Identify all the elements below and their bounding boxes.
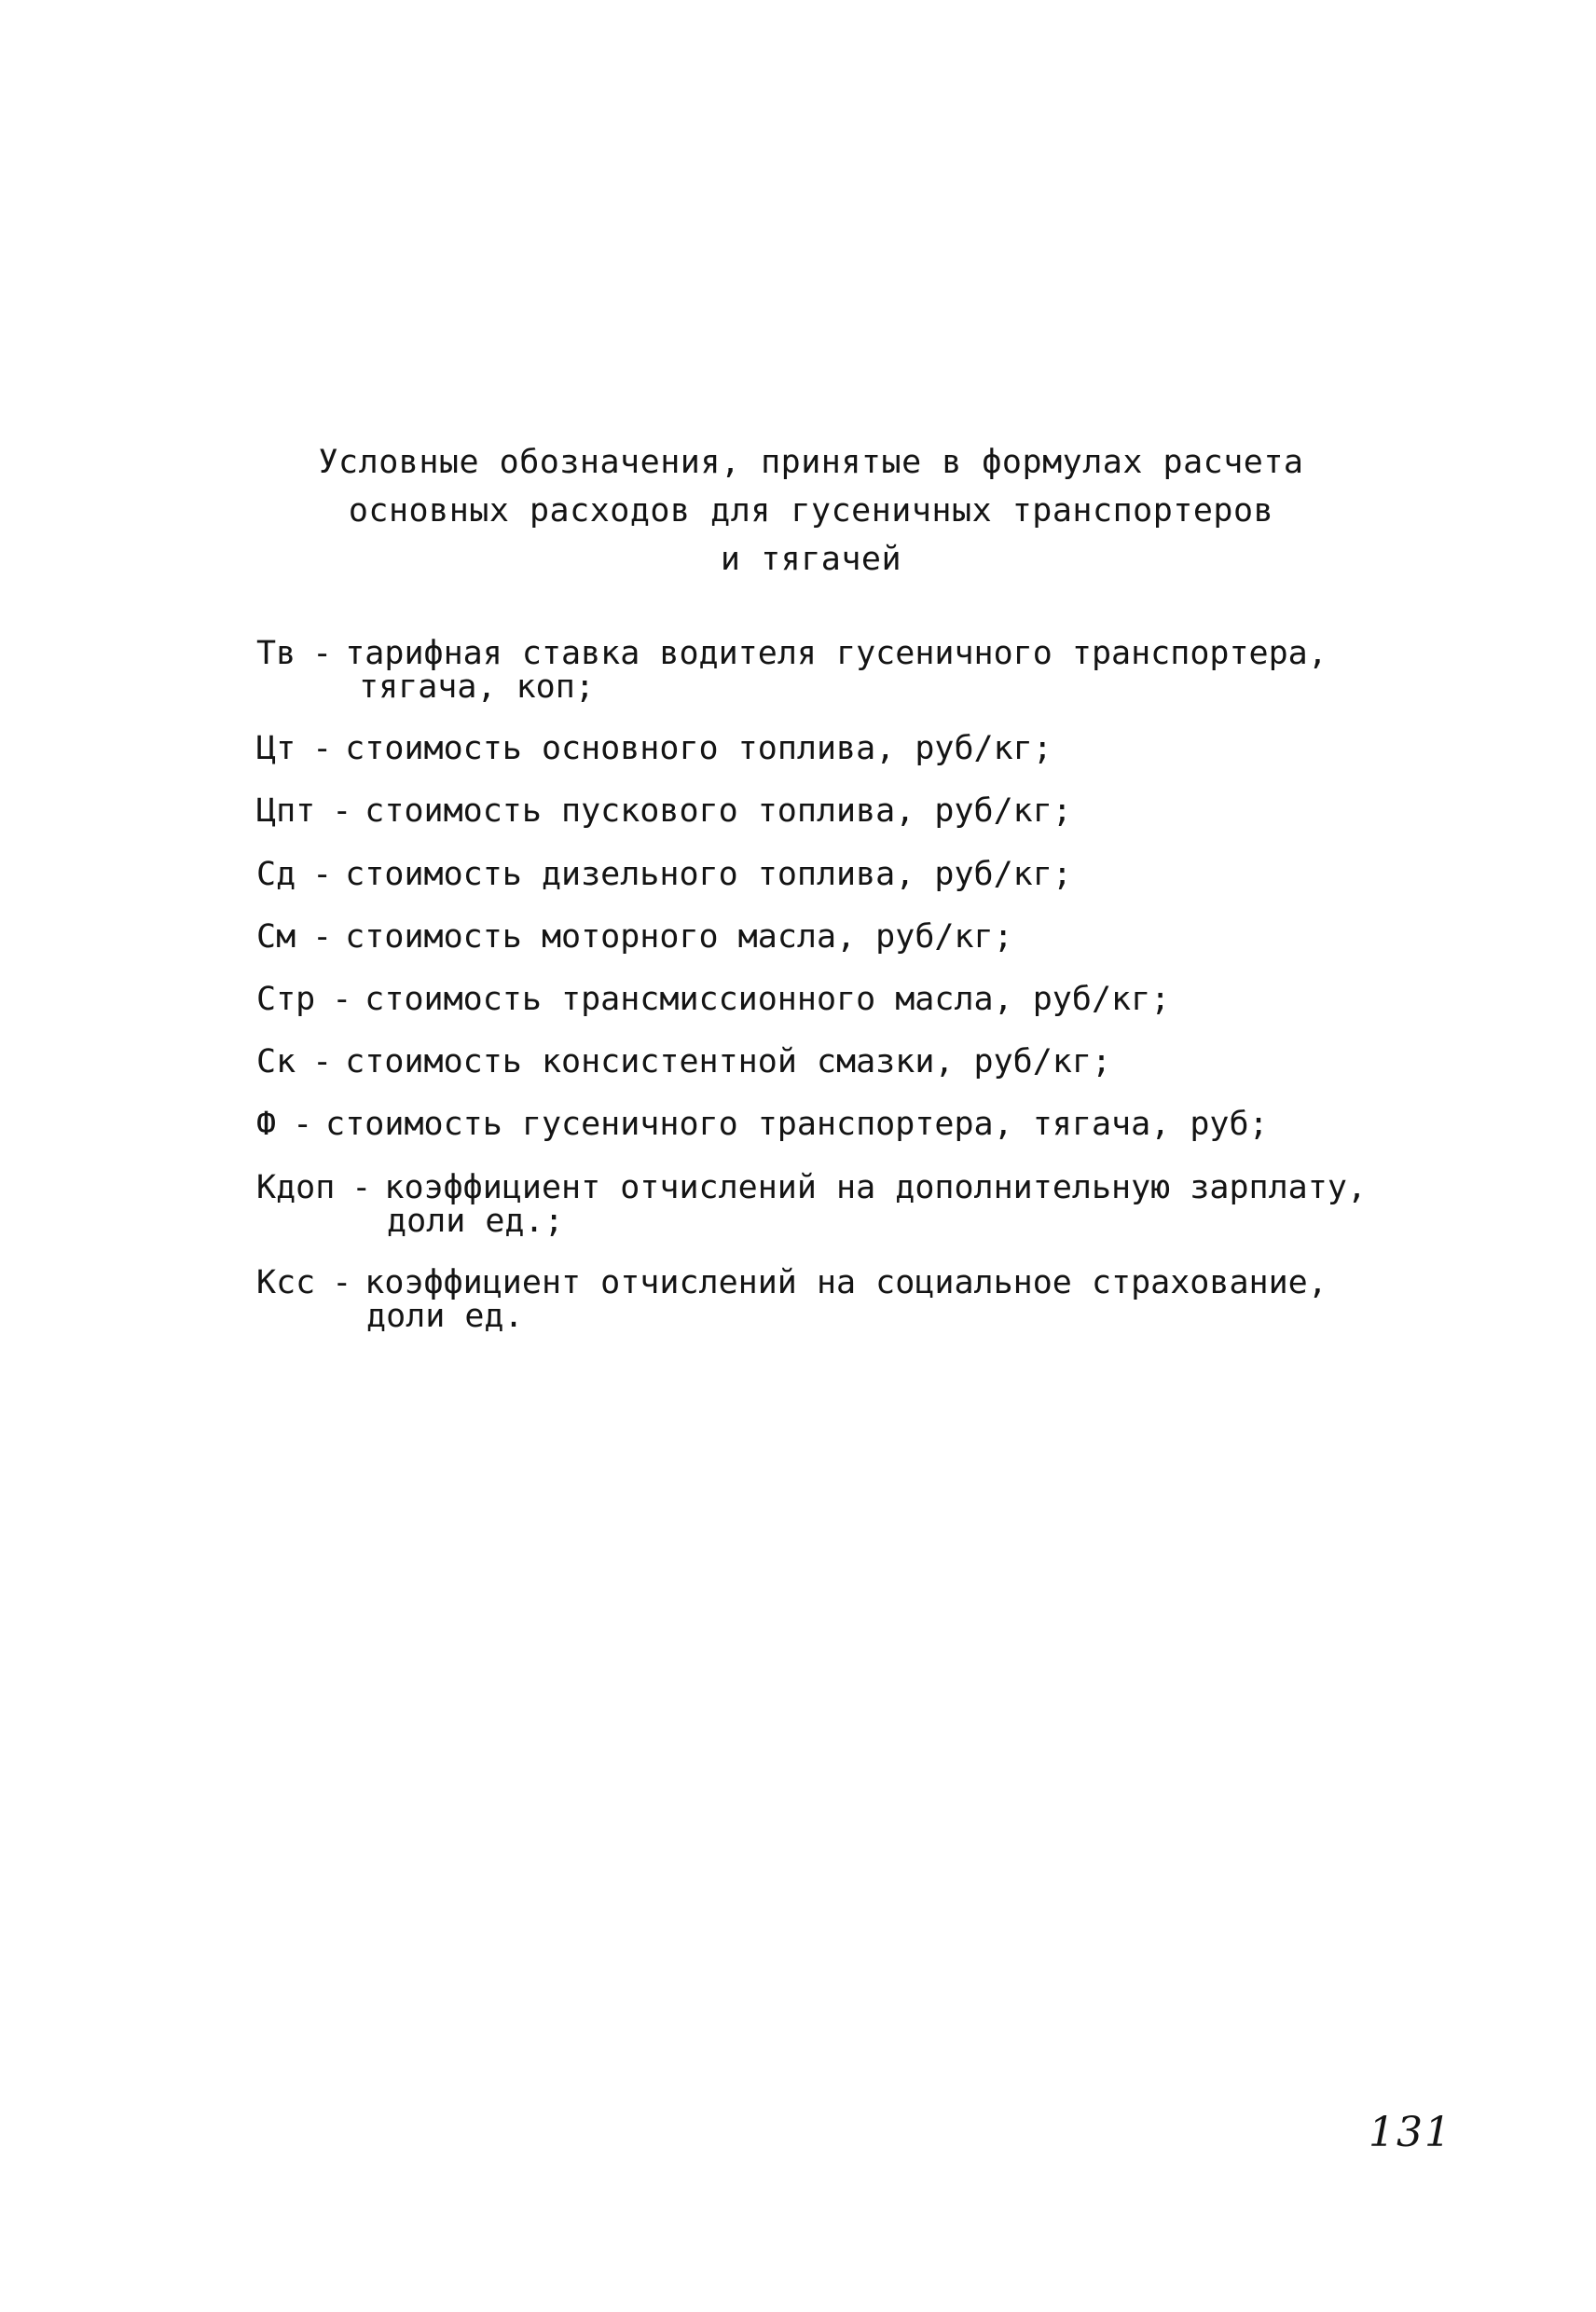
- notation-entry: [256, 1045, 1111, 1079]
- notation-definition: тарифная ставка водителя гусеничного транспортера,: [345, 635, 1328, 672]
- notation-dash: -: [312, 918, 333, 956]
- notation-entry: [256, 1108, 1269, 1141]
- notation-symbol: Ск: [256, 1043, 296, 1080]
- notation-symbol: Стр: [256, 981, 316, 1018]
- notation-entry: [256, 983, 1170, 1016]
- notation-definition: стоимость основного топлива, руб/кг;: [345, 730, 1053, 767]
- notation-entry: [256, 732, 1053, 765]
- notation-entry: [256, 637, 1328, 704]
- notation-definition: стоимость моторного масла, руб/кг;: [345, 918, 1013, 956]
- notation-dash: -: [332, 792, 352, 830]
- notation-definition: стоимость трансмиссионного масла, руб/кг;: [365, 981, 1171, 1018]
- notation-symbol: Кдоп: [256, 1169, 336, 1206]
- notation-definition: стоимость гусеничного транспортера, тягача, руб;: [325, 1106, 1269, 1143]
- notation-dash: -: [332, 1264, 352, 1301]
- notation-definition: стоимость консистентной смазки, руб/кг;: [345, 1043, 1112, 1080]
- notation-entry: [256, 794, 1072, 828]
- notation-symbol: Тв: [256, 635, 296, 672]
- notation-entry: [256, 920, 1013, 954]
- notation-dash: -: [351, 1169, 372, 1206]
- heading-line-1: Условные обозначения, принятые в формулах расчета: [318, 444, 1304, 481]
- notation-dash: -: [312, 635, 333, 672]
- notation-dash: -: [312, 1043, 333, 1080]
- notation-symbol: Ф: [256, 1106, 277, 1143]
- notation-dash: -: [312, 730, 333, 767]
- notation-definition: коэффициент отчислений на дополнительную зарплату,: [384, 1169, 1367, 1206]
- page-number: 131: [1369, 2109, 1452, 2156]
- notation-symbol: Ксс: [256, 1264, 316, 1301]
- notation-dash: -: [293, 1106, 313, 1143]
- notation-entry: [256, 1266, 1328, 1333]
- notation-definition-continuation: доли ед.;: [387, 1203, 564, 1240]
- notation-symbol: Цпт: [256, 792, 316, 830]
- notation-definition: стоимость дизельного топлива, руб/кг;: [345, 856, 1072, 893]
- notation-dash: -: [312, 856, 333, 893]
- notation-definition-continuation: доли ед.: [366, 1298, 524, 1335]
- notation-symbol: Цт: [256, 730, 296, 767]
- notation-definition: коэффициент отчислений на социальное страхование,: [365, 1264, 1328, 1301]
- notation-definition: стоимость пускового топлива, руб/кг;: [365, 792, 1072, 830]
- notation-dash: -: [332, 981, 352, 1018]
- notation-entry: [256, 858, 1072, 891]
- notation-symbol: См: [256, 918, 296, 956]
- notation-definition-continuation: тягача, коп;: [359, 668, 595, 706]
- notation-symbol: Сд: [256, 856, 296, 893]
- notation-entry: [256, 1171, 1367, 1238]
- heading-line-3: и тягачей: [720, 541, 902, 578]
- section-heading: [280, 438, 1342, 584]
- heading-line-2: основных расходов для гусеничных транспортеров: [348, 492, 1274, 530]
